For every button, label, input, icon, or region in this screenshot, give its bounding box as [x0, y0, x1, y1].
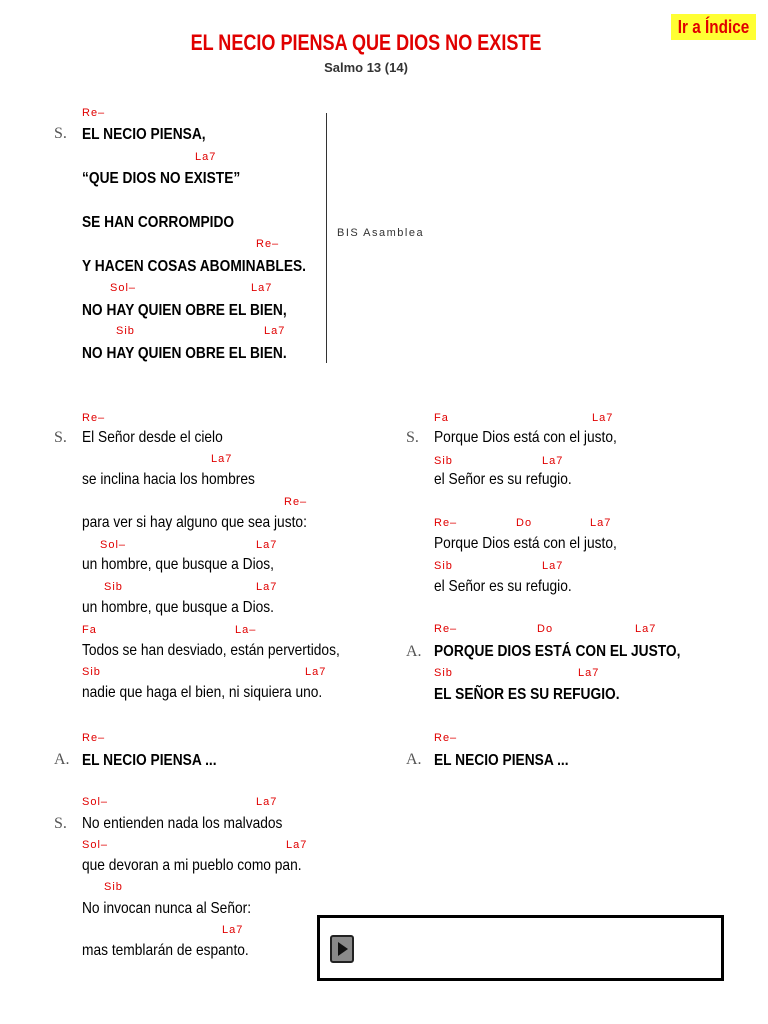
chord: La– — [235, 624, 257, 636]
chord: La7 — [211, 453, 233, 465]
chord: Sib — [82, 666, 101, 678]
lyric-line: un hombre, que busque a Dios. — [82, 599, 275, 616]
chord: La7 — [251, 282, 273, 294]
lyric-line: EL SEÑOR ES SU REFUGIO. — [434, 686, 620, 703]
voice-marker: S. — [54, 125, 67, 142]
page-subtitle: Salmo 13 (14) — [324, 60, 408, 75]
chord: Sib — [434, 455, 453, 467]
chord: Sol– — [110, 282, 137, 294]
chord: Sib — [104, 581, 123, 593]
chord: Sol– — [82, 839, 109, 851]
chord: Fa — [434, 412, 449, 424]
chord: Re– — [284, 496, 308, 508]
chord: Sib — [116, 325, 135, 337]
lyric-line: PORQUE DIOS ESTÁ CON EL JUSTO, — [434, 643, 681, 660]
chord: La7 — [256, 581, 278, 593]
chord: Re– — [434, 732, 458, 744]
lyric-line: Porque Dios está con el justo, — [434, 535, 617, 552]
chord: Re– — [256, 238, 280, 250]
voice-marker: S. — [54, 815, 67, 832]
chord: La7 — [542, 455, 564, 467]
lyric-line: No invocan nunca al Señor: — [82, 900, 252, 917]
chord: Do — [516, 517, 533, 529]
lyric-line: EL NECIO PIENSA, — [82, 126, 206, 143]
lyric-line: EL NECIO PIENSA ... — [434, 752, 569, 769]
chord: La7 — [195, 151, 217, 163]
lyric-line: El Señor desde el cielo — [82, 429, 223, 446]
chord: Sol– — [100, 539, 127, 551]
lyric-line: que devoran a mi pueblo como pan. — [82, 857, 302, 874]
chord: Sib — [104, 881, 123, 893]
lyric-line: para ver si hay alguno que sea justo: — [82, 514, 307, 531]
index-link[interactable]: Ir a Índice — [671, 14, 756, 40]
bis-label: BIS Asamblea — [337, 227, 425, 239]
play-icon[interactable] — [330, 935, 354, 963]
lyric-line: NO HAY QUIEN OBRE EL BIEN, — [82, 302, 287, 319]
lyric-line: nadie que haga el bien, ni siquiera uno. — [82, 684, 323, 701]
lyric-line: un hombre, que busque a Dios, — [82, 556, 275, 573]
lyric-line: Y HACEN COSAS ABOMINABLES. — [82, 258, 307, 275]
chord: Re– — [434, 623, 458, 635]
voice-marker: A. — [406, 751, 422, 768]
lyric-line: EL NECIO PIENSA ... — [82, 752, 217, 769]
lyric-line: Todos se han desviado, están pervertidos, — [82, 642, 340, 659]
audio-player — [317, 915, 724, 981]
voice-marker: A. — [406, 643, 422, 660]
chord: Re– — [82, 412, 106, 424]
lyric-line: se inclina hacia los hombres — [82, 471, 255, 488]
chord: La7 — [264, 325, 286, 337]
chord: Sib — [434, 560, 453, 572]
lyric-line: No entienden nada los malvados — [82, 815, 283, 832]
lyric-line: el Señor es su refugio. — [434, 578, 572, 595]
chord: Do — [537, 623, 554, 635]
voice-marker: S. — [54, 429, 67, 446]
chord: Re– — [82, 107, 106, 119]
voice-marker: S. — [406, 429, 419, 446]
chord: Re– — [82, 732, 106, 744]
lyric-line: el Señor es su refugio. — [434, 471, 572, 488]
chord: La7 — [590, 517, 612, 529]
chord: La7 — [222, 924, 244, 936]
chord: La7 — [286, 839, 308, 851]
lyric-line: NO HAY QUIEN OBRE EL BIEN. — [82, 345, 287, 362]
chord: Sol– — [82, 796, 109, 808]
chord: Re– — [434, 517, 458, 529]
chord: La7 — [256, 796, 278, 808]
chord: La7 — [635, 623, 657, 635]
chord: Fa — [82, 624, 97, 636]
lyric-line: mas temblarán de espanto. — [82, 942, 249, 959]
lyric-line: SE HAN CORROMPIDO — [82, 214, 235, 231]
chord: Sib — [434, 667, 453, 679]
chord: La7 — [542, 560, 564, 572]
chord: La7 — [592, 412, 614, 424]
lyric-line: Porque Dios está con el justo, — [434, 429, 617, 446]
chord: La7 — [578, 667, 600, 679]
voice-marker: A. — [54, 751, 70, 768]
chord: La7 — [256, 539, 278, 551]
bis-bracket-line — [326, 113, 327, 363]
chord: La7 — [305, 666, 327, 678]
page-title: EL NECIO PIENSA QUE DIOS NO EXISTE — [190, 30, 542, 55]
lyric-line: “QUE DIOS NO EXISTE” — [82, 170, 241, 187]
